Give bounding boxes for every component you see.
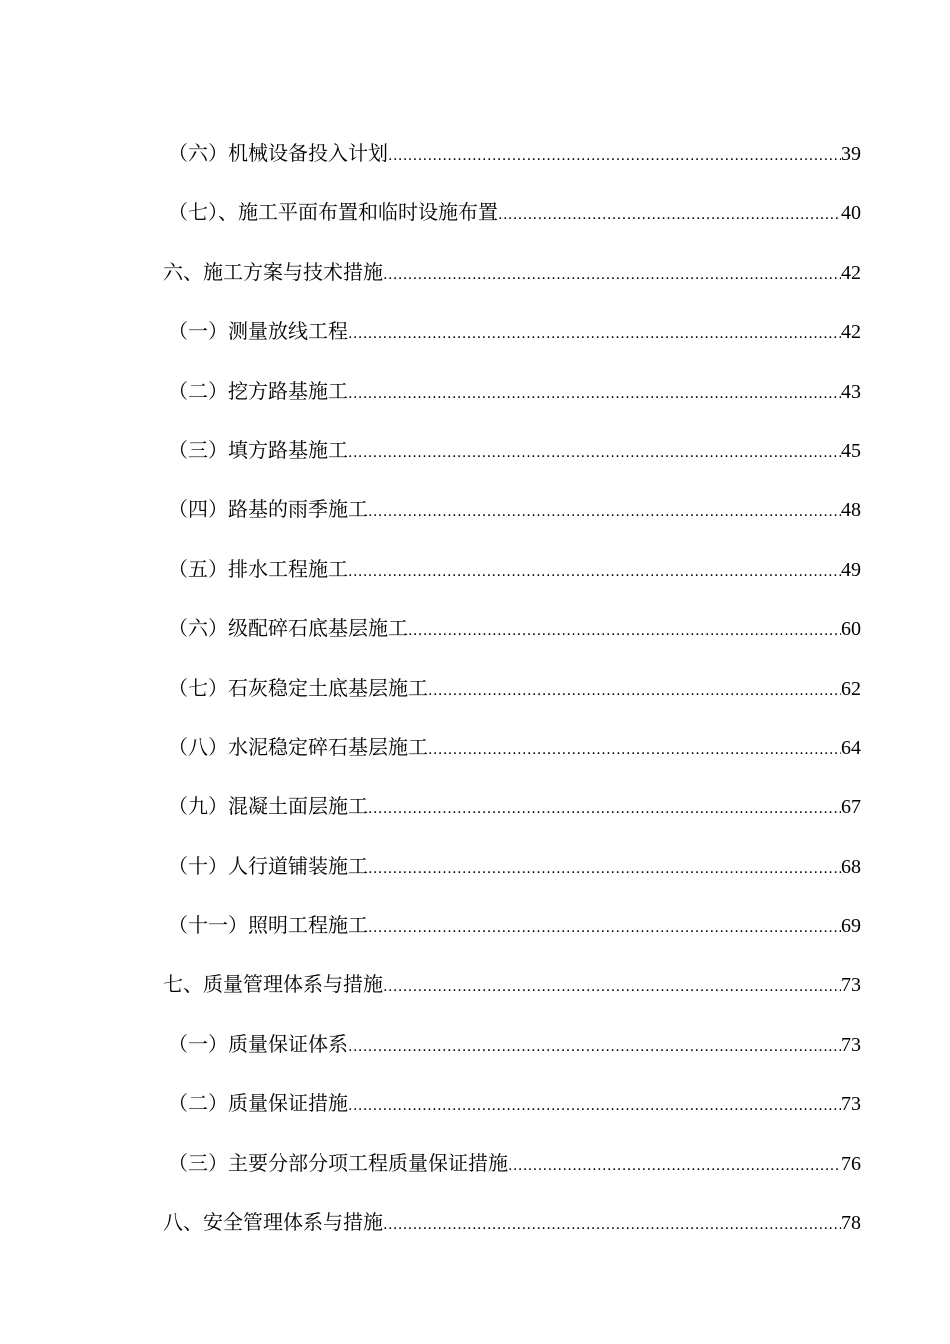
toc-entry-page: 40 [841, 202, 861, 225]
toc-entry[interactable] [163, 1025, 861, 1084]
toc-entry-label: （二）质量保证措施 [168, 1091, 348, 1116]
toc-entry[interactable] [163, 1203, 861, 1262]
toc-entry-label: （一）测量放线工程 [168, 319, 348, 344]
toc-entry[interactable] [163, 728, 861, 787]
dot-leader [368, 790, 841, 828]
toc-entry[interactable] [163, 965, 861, 1024]
toc-entry-label: （七）石灰稳定土底基层施工 [168, 675, 428, 700]
toc-entry-page: 78 [841, 1212, 861, 1235]
toc-entry-label: 六、施工方案与技术措施 [163, 259, 383, 284]
toc-entry[interactable] [163, 787, 861, 846]
dot-leader [428, 731, 841, 769]
toc-entry[interactable] [163, 847, 861, 906]
toc-entry[interactable] [163, 253, 861, 312]
toc-entry-page: 76 [841, 1152, 861, 1175]
toc-entry-label: （三）主要分部分项工程质量保证措施 [168, 1150, 508, 1175]
toc-entry[interactable] [163, 1144, 861, 1203]
toc-entry[interactable] [163, 1084, 861, 1143]
toc-entry-page: 64 [841, 736, 861, 759]
dot-leader [348, 1087, 841, 1125]
dot-leader [348, 375, 841, 413]
toc-entry-label: （九）混凝土面层施工 [168, 794, 368, 819]
table-of-contents [163, 134, 861, 1262]
toc-entry-label: 七、质量管理体系与措施 [163, 972, 383, 997]
toc-entry[interactable] [163, 431, 861, 490]
toc-entry[interactable] [163, 609, 861, 668]
toc-entry-page: 39 [841, 143, 861, 165]
toc-entry-label: （八）水泥稳定碎石基层施工 [168, 734, 428, 759]
toc-entry-page: 62 [841, 677, 861, 700]
toc-entry-label: （一）质量保证体系 [168, 1031, 348, 1056]
dot-leader [383, 256, 841, 294]
dot-leader [348, 1028, 841, 1066]
toc-entry[interactable] [163, 550, 861, 609]
toc-entry-label: 八、安全管理体系与措施 [163, 1210, 383, 1235]
dot-leader [368, 493, 841, 531]
toc-entry-page: 68 [841, 855, 861, 878]
toc-entry-label: （十）人行道铺装施工 [168, 853, 368, 878]
toc-entry-label: （五）排水工程施工 [168, 556, 348, 581]
toc-entry-page: 49 [841, 558, 861, 581]
toc-entry-label: （十一）照明工程施工 [168, 913, 368, 938]
dot-leader [368, 850, 841, 888]
dot-leader [388, 137, 841, 175]
toc-entry-page: 60 [841, 618, 861, 641]
toc-entry-label: （六）机械设备投入计划 [168, 141, 388, 165]
dot-leader [408, 612, 841, 650]
dot-leader [348, 315, 841, 353]
toc-entry[interactable] [163, 193, 861, 252]
toc-entry-page: 73 [841, 974, 861, 997]
toc-entry[interactable] [163, 906, 861, 965]
dot-leader [498, 196, 841, 234]
dot-leader [428, 672, 841, 710]
toc-entry-page: 45 [841, 439, 861, 462]
toc-entry-page: 67 [841, 796, 861, 819]
toc-entry-label: （三）填方路基施工 [168, 437, 348, 462]
dot-leader [508, 1147, 841, 1185]
toc-entry[interactable] [163, 490, 861, 549]
toc-entry[interactable] [163, 669, 861, 728]
toc-entry-label: （七）、施工平面布置和临时设施布置 [168, 200, 498, 225]
toc-entry-page: 42 [841, 321, 861, 344]
toc-entry[interactable] [163, 372, 861, 431]
dot-leader [383, 1206, 841, 1244]
dot-leader [348, 434, 841, 472]
toc-entry-page: 73 [841, 1093, 861, 1116]
toc-entry-page: 69 [841, 915, 861, 938]
dot-leader [348, 553, 841, 591]
toc-entry-label: （六）级配碎石底基层施工 [168, 616, 408, 641]
toc-entry-page: 43 [841, 380, 861, 403]
toc-entry-page: 73 [841, 1033, 861, 1056]
toc-entry-label: （四）路基的雨季施工 [168, 497, 368, 522]
toc-entry-page: 42 [841, 261, 861, 284]
toc-entry-label: （二）挖方路基施工 [168, 378, 348, 403]
toc-entry[interactable] [163, 134, 861, 193]
dot-leader [368, 909, 841, 947]
dot-leader [383, 968, 841, 1006]
toc-entry-page: 48 [841, 499, 861, 522]
toc-entry[interactable] [163, 312, 861, 371]
